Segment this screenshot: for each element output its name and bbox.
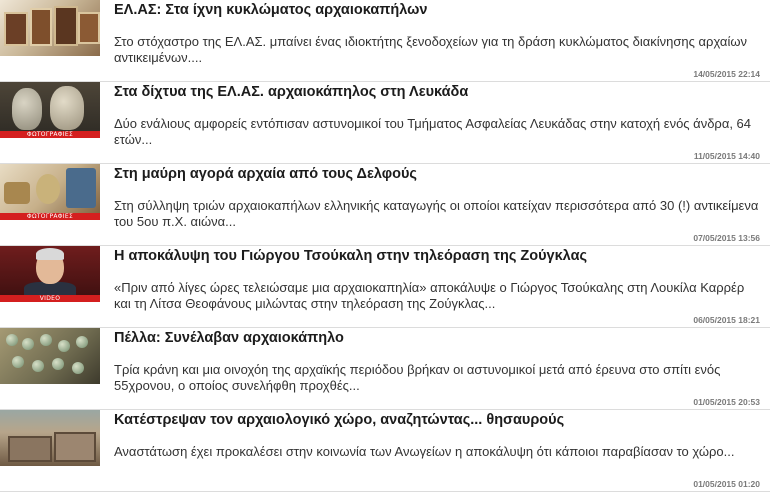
icon-artifact (78, 12, 100, 44)
list-item (0, 164, 770, 246)
article-excerpt: Τρία κράνη και μια οινοχόη της αρχαϊκής περιόδου βρήκαν οι αστυνομικοί μετά από έρευνα στο σπίτι ενός 55χρονου, ο οποίος συνελήφθη προχθές... (114, 362, 721, 393)
article-thumbnail[interactable] (0, 328, 100, 384)
article-thumbnail[interactable] (0, 246, 100, 302)
article-date: 11/05/2015 14:40 (693, 151, 760, 161)
list-item (0, 246, 770, 328)
video-badge: VIDEO (0, 295, 100, 302)
article-title-link[interactable]: Στη μαύρη αγορά αρχαία από τους Δελφούς (114, 166, 417, 182)
coin-image (40, 334, 52, 346)
icon-artifact (4, 12, 28, 46)
list-item (0, 82, 770, 164)
list-item (0, 328, 770, 410)
person-image (36, 248, 64, 260)
coin-image (76, 336, 88, 348)
article-excerpt: «Πριν από λίγες ώρες τελειώσαμε μια αρχαιοκαπηλία» αποκάλυψε ο Γιώργος Τσούκαλης στη Λουκίλα Καρρέρ και τη Λίτσα Θεοφάνους μιλώντας στην τηλεόραση της Ζούγκλας... (114, 280, 745, 311)
amphora-image (12, 88, 42, 130)
article-date: 01/05/2015 01:20 (693, 479, 760, 489)
photos-badge: ΦΩΤΟΓΡΑΦΙΕΣ (0, 213, 100, 220)
coin-image (12, 356, 24, 368)
article-date: 06/05/2015 18:21 (693, 315, 760, 325)
artifact-image (66, 168, 96, 208)
article-title-link[interactable]: Πέλλα: Συνέλαβαν αρχαιοκάπηλο (114, 330, 344, 346)
icon-artifact (54, 6, 78, 46)
photos-badge: ΦΩΤΟΓΡΑΦΙΕΣ (0, 131, 100, 138)
article-excerpt: Στη σύλληψη τριών αρχαιοκαπήλων ελληνικής καταγωγής οι οποίοι κατείχαν περισσότερα από 30 (!) αντικείμενα του 5ου π.Χ. αιώνα... (114, 198, 759, 229)
article-thumbnail[interactable] (0, 164, 100, 220)
amphora-image (50, 86, 84, 130)
article-date: 14/05/2015 22:14 (693, 69, 760, 79)
article-title-link[interactable]: Στα δίχτυα της ΕΛ.ΑΣ. αρχαιοκάπηλος στη Λευκάδα (114, 84, 469, 100)
ruins-image (8, 436, 52, 462)
coin-image (72, 362, 84, 374)
article-title-link[interactable]: Κατέστρεψαν τον αρχαιολογικό χώρο, αναζητώντας... θησαυρούς (114, 412, 565, 428)
article-title-link[interactable]: Η αποκάλυψη του Γιώργου Τσούκαλη στην τηλεόραση της Ζούγκλας (114, 248, 588, 264)
coin-image (6, 334, 18, 346)
artifact-image (36, 174, 60, 204)
article-thumbnail[interactable] (0, 410, 100, 466)
article-excerpt: Δύο ενάλιους αμφορείς εντόπισαν αστυνομικοί του Τμήματος Ασφαλείας Λευκάδας στην κατοχή ενός άνδρα, 64 ετών... (114, 116, 752, 147)
list-item (0, 0, 770, 82)
coin-image (32, 360, 44, 372)
article-title-link[interactable]: ΕΛ.ΑΣ: Στα ίχνη κυκλώματος αρχαιοκαπήλων (114, 2, 428, 18)
article-thumbnail[interactable] (0, 0, 100, 56)
article-excerpt: Στο στόχαστρο της ΕΛ.ΑΣ. μπαίνει ένας ιδιοκτήτης ξενοδοχείων για τη δράση κυκλώματος διακίνησης αρχαίων αντικειμένων.... (114, 34, 747, 65)
article-date: 01/05/2015 20:53 (693, 397, 760, 407)
ruins-image (54, 432, 96, 462)
list-item (0, 410, 770, 492)
coin-image (52, 358, 64, 370)
artifact-image (4, 182, 30, 204)
article-date: 07/05/2015 13:56 (693, 233, 760, 243)
coin-image (22, 338, 34, 350)
icon-artifact (30, 8, 52, 46)
coin-image (58, 340, 70, 352)
article-excerpt: Αναστάτωση έχει προκαλέσει στην κοινωνία των Ανωγείων η αποκάλυψη ότι κάποιοι παραβίασαν το χώρο... (114, 444, 735, 459)
article-thumbnail[interactable] (0, 82, 100, 138)
